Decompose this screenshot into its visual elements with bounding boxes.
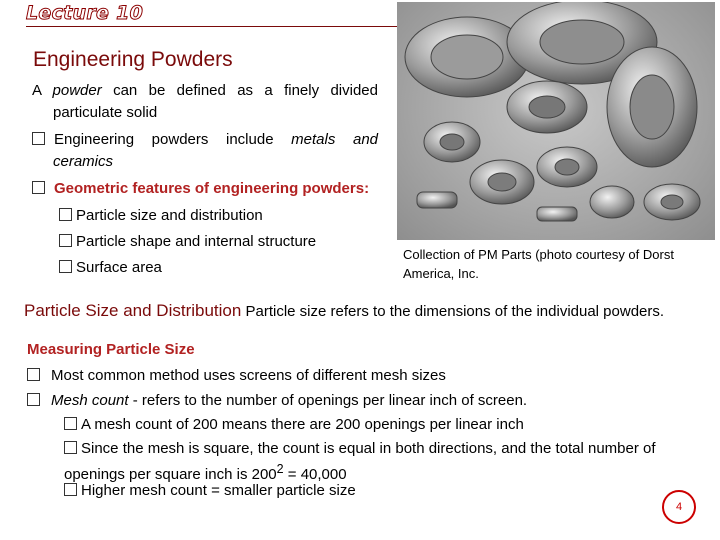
sub-bullet-text: Particle size and distribution: [76, 207, 263, 224]
lecture-label: Lecture 10: [26, 2, 144, 24]
photo-caption: Collection of PM Parts (photo courtesy of Dorst America, Inc.: [403, 247, 674, 281]
sub-bullet-text: Surface area: [76, 259, 162, 276]
section-description: Particle size refers to the dimensions of the individual powders.: [241, 303, 665, 320]
checkbox-bullet-icon: [59, 260, 72, 273]
checkbox-bullet-icon: [32, 181, 45, 194]
section-heading: [24, 300, 704, 322]
bullet-heading: Geometric features of engineering powders:: [54, 180, 370, 197]
bullet-text: Engineering powders include: [54, 131, 292, 148]
sub-bullet-text: Particle shape and internal structure: [76, 233, 317, 250]
checkbox-bullet-icon: [59, 234, 72, 247]
bullet-engineering-powders: [32, 129, 378, 173]
intro-text: [32, 80, 378, 283]
slide-title: Engineering Powders: [33, 48, 233, 71]
sub-bullet-text: Higher mesh count = smaller particle size: [81, 482, 356, 499]
powder-definition: [32, 80, 378, 124]
section-title: Particle Size and Distribution: [24, 301, 242, 320]
gears-illustration: [397, 2, 715, 240]
sub-bullet-text: A mesh count of 200 means there are 200 openings per linear inch: [81, 416, 524, 433]
bullet-mesh-count: [27, 392, 527, 409]
checkbox-bullet-icon: [59, 208, 72, 221]
definition-prefix: A: [32, 82, 53, 99]
bullet-term: metals and ceramics: [53, 131, 379, 170]
page-number-badge: 4: [662, 490, 696, 524]
checkbox-bullet-icon: [64, 483, 77, 496]
measuring-heading: Measuring Particle Size: [27, 341, 195, 358]
checkbox-bullet-icon: [64, 441, 77, 454]
sub-bullet: [32, 231, 378, 253]
checkbox-bullet-icon: [32, 132, 45, 145]
pm-parts-photo: [397, 2, 715, 240]
sub-bullet-text: Since the mesh is square, the count is equal in both directions, and the total number of openings per square inch is 200: [64, 440, 656, 483]
checkbox-bullet-icon: [64, 417, 77, 430]
bullet-text: - refers to the number of openings per linear inch of screen.: [128, 392, 528, 409]
sub-bullet: [64, 480, 704, 501]
checkbox-bullet-icon: [27, 393, 40, 406]
sub-bullet: [64, 438, 704, 485]
sub-bullet: [32, 257, 378, 279]
bullet-geometric-features: [32, 178, 378, 200]
sub-bullet-text: = 40,000: [283, 466, 347, 483]
bullet-screens: [27, 367, 446, 384]
bullet-text: Most common method uses screens of different mesh sizes: [51, 367, 446, 384]
definition-rest: can be defined as a finely divided particulate solid: [53, 82, 378, 121]
mesh-count-term: Mesh count: [51, 392, 129, 409]
sub-bullet: [32, 205, 378, 227]
sub-bullet: [64, 414, 704, 435]
definition-term: powder: [52, 82, 102, 99]
superscript: 2: [276, 462, 284, 476]
checkbox-bullet-icon: [27, 368, 40, 381]
